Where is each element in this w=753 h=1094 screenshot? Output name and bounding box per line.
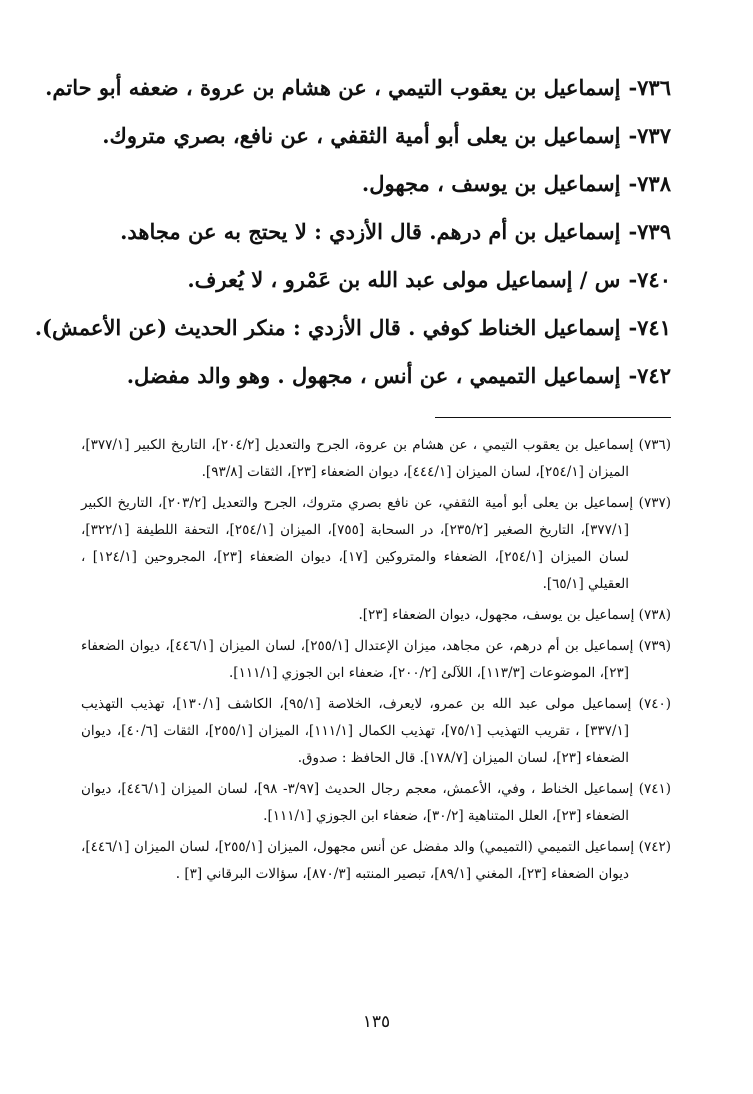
entry-text: إسماعيل بن يوسف ، مجهول. (361, 171, 621, 196)
footnote-text: إسماعيل بن يعقوب التيمي ، عن هشام بن عروة، الجرح والتعديل [٢٠٤/٢]، التاريخ الكبير [٣٧٧/١]، الميزان [٢٥٤/١]، لسان الميزان [٤٤٤/١]، ديوان الضعفاء [٢٣]، الثقات [٩٣/٨]. (81, 437, 634, 480)
footnote-separator (435, 417, 671, 418)
footnote-number: (٧٤٢) (638, 839, 671, 855)
footnote-text: إسماعيل مولى عبد الله بن عمرو، لايعرف، الخلاصة [٩٥/١]، الكاشف [١٣٠/١]، تهذيب التهذيب [٣٣٧/١] ، تقريب التهذيب [٧٥/١]، تهذيب الكمال [١١١/١]، الميزان [٢٥٥/١]، الثقات [٤٠/٦]، ديوان الضعفاء [٢٣]، لسان الميزان [١٧٨/٧]. قال الحافظ : صدوق. (81, 696, 632, 766)
footnote-number: (٧٣٩) (638, 638, 671, 654)
page-number: ١٣٥ (362, 1012, 391, 1032)
entry-number: ٧٣٧- (628, 123, 671, 148)
footnote-739 (81, 633, 671, 687)
footnote-741 (81, 776, 671, 830)
entry-text: إسماعيل بن أم درهم. قال الأزدي : لا يحتج به عن مجاهد. (120, 219, 621, 244)
entry-736 (45, 64, 671, 112)
footnote-number: (٧٣٦) (638, 437, 671, 453)
entry-text: س / إسماعيل مولى عبد الله بن عَمْرو ، لا يُعرف. (187, 267, 621, 292)
entry-text: إسماعيل التميمي ، عن أنس ، مجهول . وهو والد مفضل. (126, 363, 621, 388)
footnote-text: إسماعيل بن يعلى أبو أمية الثقفي، عن نافع بصري متروك، الجرح والتعديل [٢٠٣/٢]، التاريخ الكبير [٣٧٧/١]، التاريخ الصغير [٢٣٥/٢]، در السحابة [٧٥٥]، الميزان [٢٥٤/١]، التحفة اللطيفة [٣٢٢/١]، لسان الميزان [٢٥٤/١]، الضعفاء والمتروكين [١٧]، ديوان الضعفاء [٢٣]، المجروحين [١٢٤/١] ، العقيلي [٦٥/١]. (81, 495, 634, 592)
footnote-text: إسماعيل بن يوسف، مجهول، ديوان الضعفاء [٢٣]. (358, 607, 635, 623)
entry-number: ٧٤١- (628, 315, 671, 340)
entry-740 (71, 256, 671, 304)
entry-text: إسماعيل بن يعقوب التيمي ، عن هشام بن عروة ، ضعفه أبو حاتم. (45, 75, 621, 100)
entry-742 (71, 352, 671, 400)
entry-number: ٧٣٦- (628, 75, 671, 100)
entry-number: ٧٤٠- (628, 267, 671, 292)
entry-number: ٧٣٨- (628, 171, 671, 196)
entry-number: ٧٤٢- (628, 363, 671, 388)
footnote-738 (81, 602, 671, 629)
footnotes (81, 432, 671, 892)
footnote-text: إسماعيل التميمي (التميمي) والد مفضل عن أنس مجهول، الميزان [٢٥٥/١]، لسان الميزان [٤٤٦/١]، ديوان الضعفاء [٢٣]، المغني [٨٩/١]، تبصير المنتبه [٨٧٠/٣]، سؤالات البرقاني [٣] . (81, 839, 635, 882)
entry-737 (71, 112, 671, 160)
main-entries (34, 64, 671, 400)
footnote-number: (٧٣٧) (638, 495, 671, 511)
footnote-number: (٧٤١) (638, 781, 672, 797)
footnote-text: إسماعيل الخناط ، وفي، الأعمش، معجم رجال الحديث [٣/٩٧- ٩٨]، لسان الميزان [٤٤٦/١]، ديوان الضعفاء [٢٣]، العلل المتناهية [٣٠/٢]، ضعفاء ابن الجوزي [١١١/١]. (81, 781, 634, 824)
footnote-742 (81, 834, 671, 888)
footnote-737 (81, 490, 671, 598)
entry-text: إسماعيل بن يعلى أبو أمية الثقفي ، عن نافع، بصري متروك. (102, 123, 621, 148)
footnote-text: إسماعيل بن أم درهم، عن مجاهد، ميزان الإعتدال [٢٥٥/١]، لسان الميزان [٤٤٦/١]، ديوان الضعفاء [٢٣]، الموضوعات [١١٣/٣]، اللآلئ [٢٠٠/٢]، ضعفاء ابن الجوزي [١١١/١]. (81, 638, 634, 681)
entry-text: إسماعيل الخناط كوفي . قال الأزدي : منكر الحديث (عن الأعمش). (34, 315, 621, 340)
entry-738 (71, 160, 671, 208)
footnote-number: (٧٣٨) (638, 607, 671, 623)
footnote-740 (81, 691, 671, 772)
footnote-736 (81, 432, 671, 486)
entry-number: ٧٣٩- (628, 219, 671, 244)
footnote-number: (٧٤٠) (638, 696, 671, 712)
entry-741 (34, 304, 671, 352)
entry-739 (71, 208, 671, 256)
